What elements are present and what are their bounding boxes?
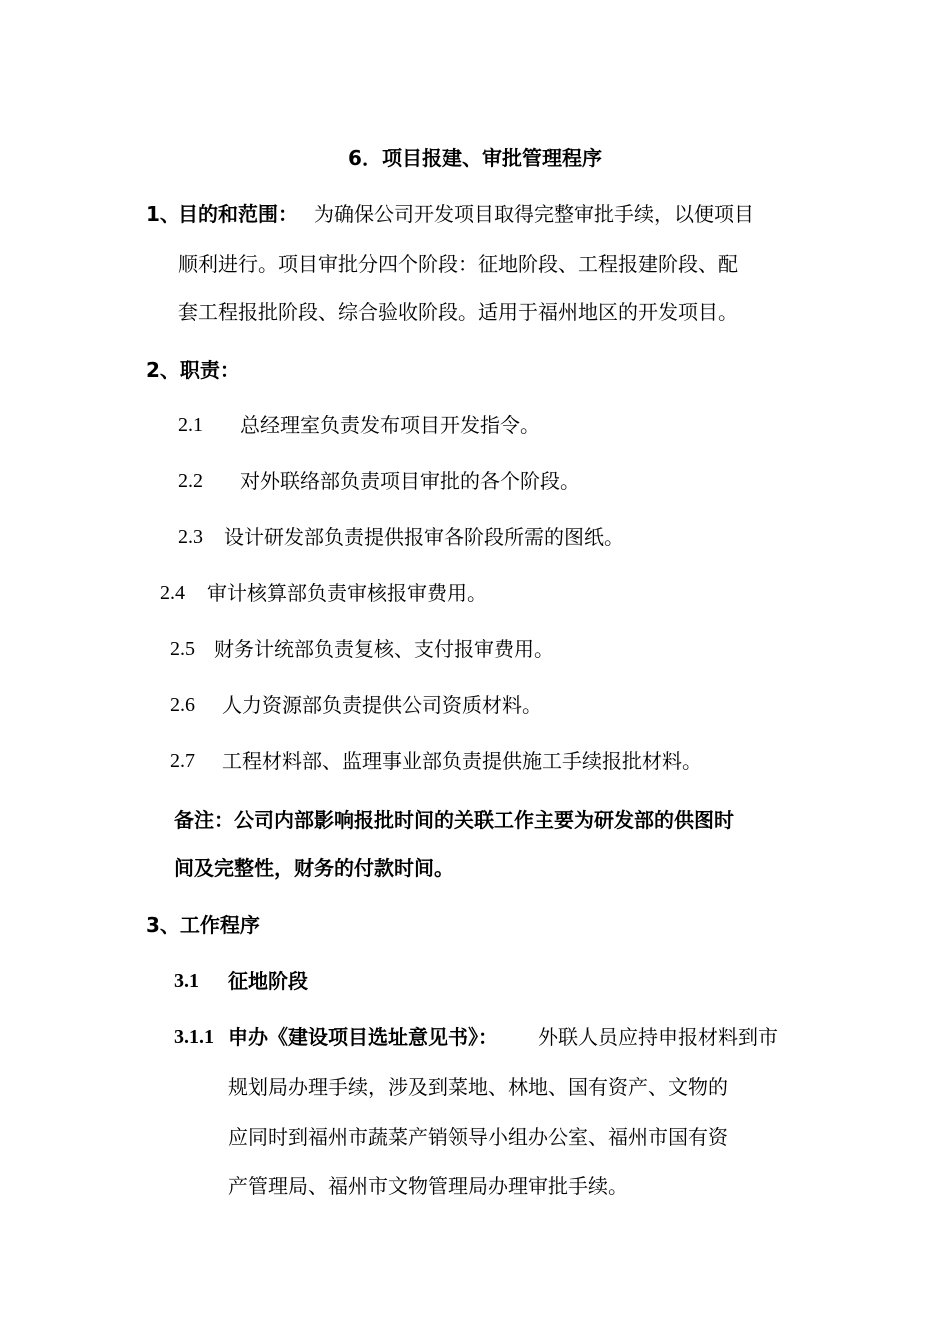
section-1-line-2: 顺利进行。项目审批分四个阶段：征地阶段、工程报建阶段、配 [178,252,738,276]
section-1-line-3: 套工程报批阶段、综合验收阶段。适用于福州地区的开发项目。 [178,300,738,324]
duty-2-5-text: 财务计统部负责复核、支付报审费用。 [214,637,554,661]
item-3-1-1-number: 3.1.1 [174,1026,214,1048]
item-3-1-1-line-3: 应同时到福州市蔬菜产销领导小组办公室、福州市国有资 [228,1125,728,1149]
duty-2-5-number: 2.5 [170,638,195,660]
section-1-heading: 目的和范围： [178,202,298,226]
duty-2-4-text: 审计核算部负责审核报审费用。 [207,581,487,605]
duty-2-1-text: 总经理室负责发布项目开发指令。 [240,413,540,437]
section-1-line-1: 为确保公司开发项目取得完整审批手续，以便项目 [314,202,754,226]
section-1-number: 1、 [146,202,180,226]
duty-2-1-number: 2.1 [178,414,203,436]
item-3-1-1-heading: 申办《建设项目选址意见书》： [228,1025,498,1049]
note-line-2: 间及完整性，财务的付款时间。 [174,856,454,880]
section-3-heading: 3、工作程序 [146,913,260,937]
section-2-heading: 2、职责： [146,358,240,382]
duty-2-7-number: 2.7 [170,750,195,772]
duty-2-7-text: 工程材料部、监理事业部负责提供施工手续报批材料。 [222,749,702,773]
subsection-3-1-title: 征地阶段 [228,969,308,993]
duty-2-4-number: 2.4 [160,582,185,604]
duty-2-2-number: 2.2 [178,470,203,492]
duty-2-6-text: 人力资源部负责提供公司资质材料。 [222,693,542,717]
duty-2-3-number: 2.3 [178,526,203,548]
duty-2-2-text: 对外联络部负责项目审批的各个阶段。 [240,469,580,493]
document-title: 6．项目报建、审批管理程序 [348,146,602,170]
item-3-1-1-line-4: 产管理局、福州市文物管理局办理审批手续。 [228,1174,628,1198]
item-3-1-1-line-2: 规划局办理手续，涉及到菜地、林地、国有资产、文物的 [228,1075,728,1099]
item-3-1-1-line-1: 外联人员应持申报材料到市 [538,1025,778,1049]
subsection-3-1-number: 3.1 [174,970,199,992]
duty-2-3-text: 设计研发部负责提供报审各阶段所需的图纸。 [224,525,624,549]
duty-2-6-number: 2.6 [170,694,195,716]
note-line-1: 备注：公司内部影响报批时间的关联工作主要为研发部的供图时 [174,808,734,832]
